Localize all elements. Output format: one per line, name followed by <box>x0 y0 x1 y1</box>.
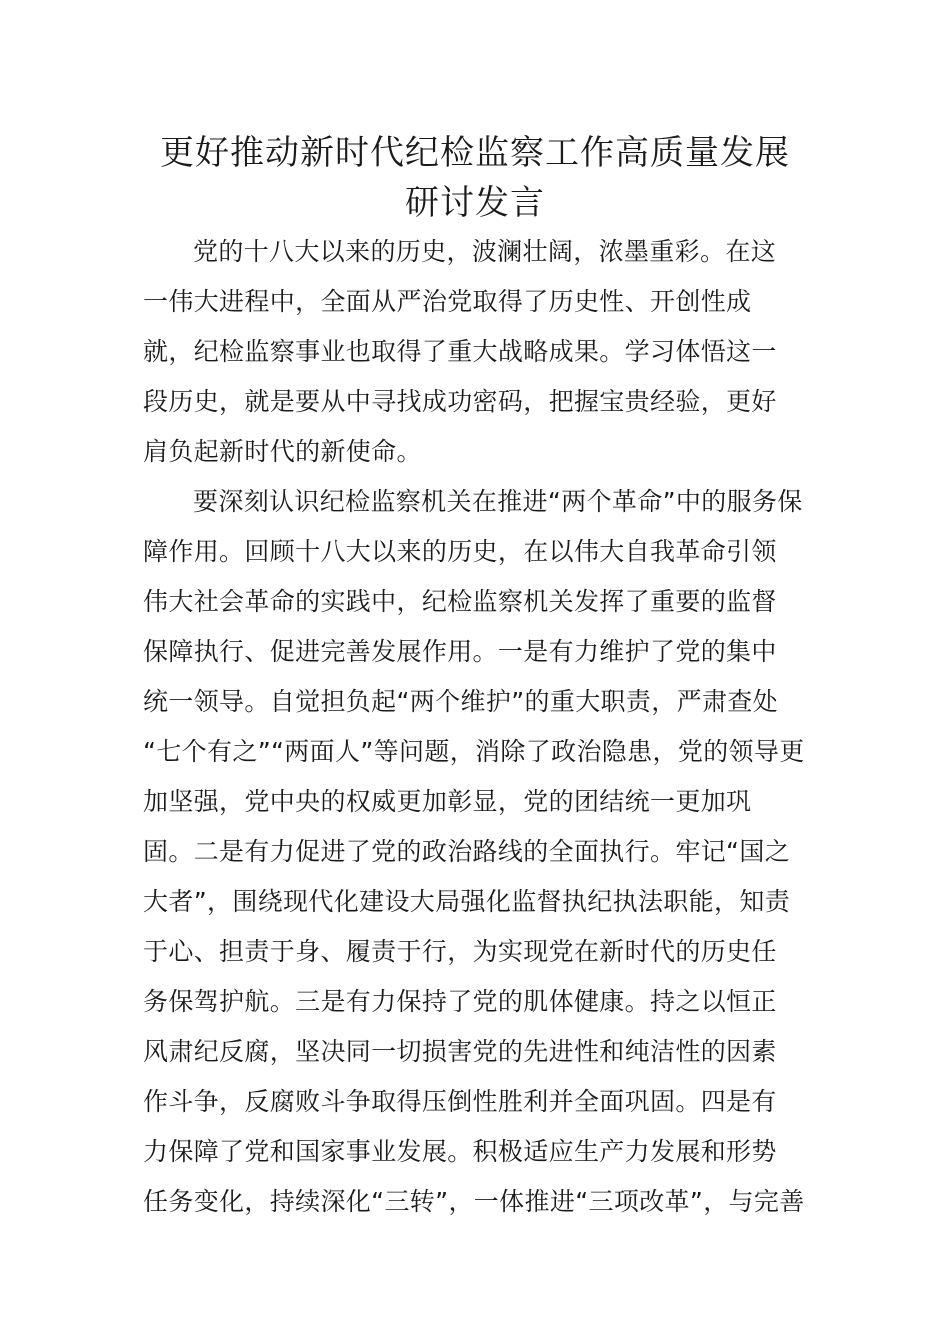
paragraph-line: 加坚强，党中央的权威更加彰显，党的团结统一更加巩 <box>143 787 752 816</box>
paragraph-line: 务保驾护航。三是有力保持了党的肌体健康。持之以恒正 <box>143 987 777 1016</box>
paragraph-1 <box>143 227 807 477</box>
paragraph-line: 段历史，就是要从中寻找成功密码，把握宝贵经验，更好 <box>143 387 777 416</box>
paragraph-line: 肩负起新时代的新使命。 <box>143 437 422 466</box>
document-subtitle: 研讨发言 <box>405 183 545 223</box>
paragraph-line: 任务变化，持续深化“三转”，一体推进“三项改革”，与完善 <box>143 1187 805 1216</box>
paragraph-line: 障作用。回顾十八大以来的历史，在以伟大自我革命引领 <box>143 537 777 566</box>
paragraph-line: “七个有之”“两面人”等问题，消除了政治隐患，党的领导更 <box>143 737 805 766</box>
document-body <box>143 227 807 1227</box>
paragraph-line: 于心、担责于身、履责于行，为实现党在新时代的历史任 <box>143 937 777 966</box>
paragraph-line: 要深刻认识纪检监察机关在推进“两个革命”中的服务保 <box>193 487 803 516</box>
paragraph-line: 党的十八大以来的历史，波澜壮阔，浓墨重彩。在这 <box>193 237 777 266</box>
document-title: 更好推动新时代纪检监察工作高质量发展 <box>160 133 790 173</box>
paragraph-line: 风肃纪反腐，坚决同一切损害党的先进性和纯洁性的因素 <box>143 1037 777 1066</box>
paragraph-line: 作斗争，反腐败斗争取得压倒性胜利并全面巩固。四是有 <box>143 1087 777 1116</box>
paragraph-2 <box>143 477 807 1227</box>
paragraph-line: 大者”，围绕现代化建设大局强化监督执纪执法职能，知责 <box>143 887 791 916</box>
paragraph-line: 保障执行、促进完善发展作用。一是有力维护了党的集中 <box>143 637 777 666</box>
paragraph-line: 固。二是有力促进了党的政治路线的全面执行。牢记“国之 <box>143 837 791 866</box>
paragraph-line: 就，纪检监察事业也取得了重大战略成果。学习体悟这一 <box>143 337 777 366</box>
paragraph-line: 力保障了党和国家事业发展。积极适应生产力发展和形势 <box>143 1137 777 1166</box>
paragraph-line: 伟大社会革命的实践中，纪检监察机关发挥了重要的监督 <box>143 587 777 616</box>
paragraph-line: 一伟大进程中，全面从严治党取得了历史性、开创性成 <box>143 287 752 316</box>
paragraph-line: 统一领导。自觉担负起“两个维护”的重大职责，严肃查处 <box>143 687 779 716</box>
